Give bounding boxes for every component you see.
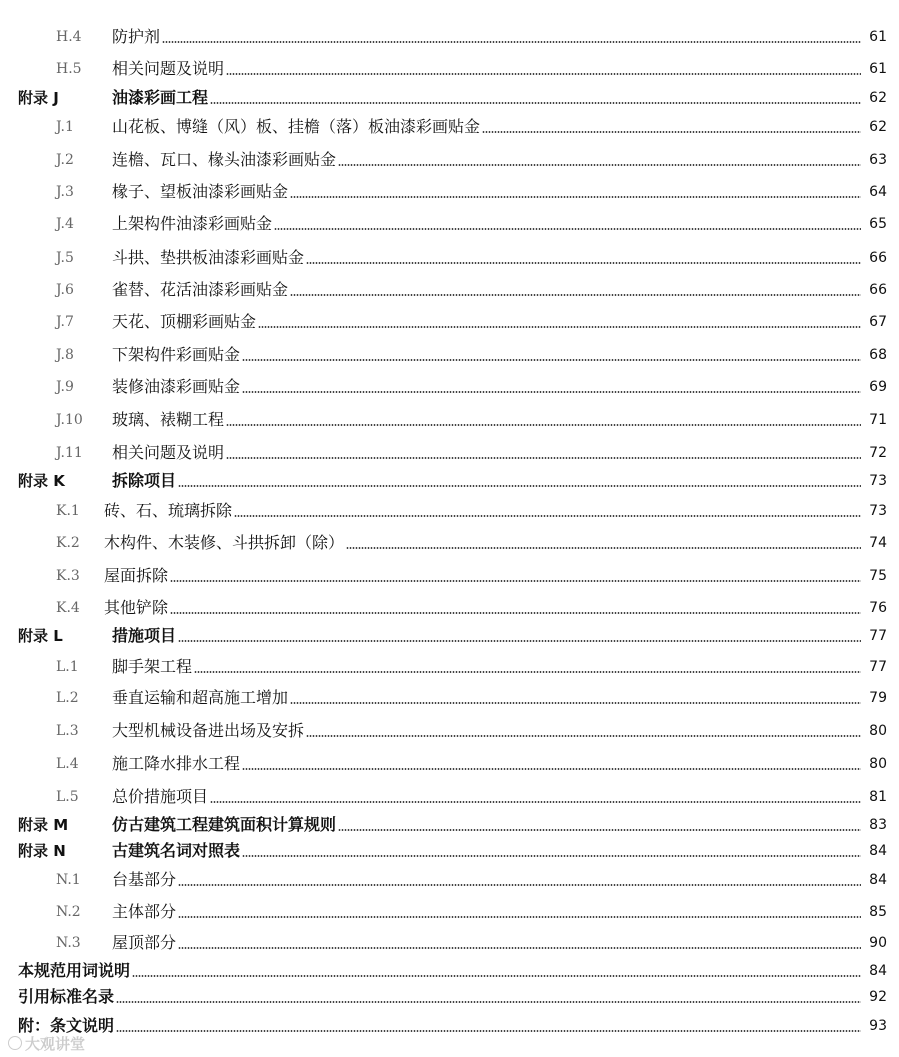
- entry-number: J.7: [56, 314, 74, 330]
- entry-title: 总价措施项目: [112, 787, 209, 806]
- page-number: 61: [869, 61, 887, 77]
- entry-title: 本规范用词说明: [18, 961, 131, 980]
- entry-title: 古建筑名词对照表: [112, 841, 241, 860]
- entry-number: 附录 J: [18, 89, 59, 107]
- entry-title: 防护剂: [112, 27, 161, 46]
- page-number: 79: [869, 690, 887, 706]
- entry-title: 主体部分: [112, 902, 177, 921]
- entry-number: L.4: [56, 756, 79, 772]
- entry-title: 拆除项目: [112, 471, 177, 490]
- toc-section-entry[interactable]: [0, 343, 899, 367]
- page-number: 61: [869, 29, 887, 45]
- page-number: 63: [869, 152, 887, 168]
- dot-leader: [290, 294, 861, 296]
- entry-title: 雀替、花活油漆彩画贴金: [112, 280, 289, 299]
- entry-title: 屋面拆除: [104, 566, 169, 585]
- dot-leader: [170, 580, 861, 582]
- entry-number: N.2: [56, 904, 81, 920]
- entry-title: 相关问题及说明: [112, 443, 225, 462]
- entry-title: 木构件、木装修、斗拱拆卸（除）: [104, 533, 345, 552]
- entry-title: 天花、顶棚彩画贴金: [112, 312, 257, 331]
- toc-section-entry[interactable]: [0, 408, 899, 432]
- watermark-logo-icon: [8, 1036, 22, 1050]
- dot-leader: [178, 916, 861, 918]
- toc-section-entry[interactable]: [0, 531, 899, 555]
- entry-title: 垂直运输和超高施工增加: [112, 688, 289, 707]
- toc-section-entry[interactable]: [0, 441, 899, 465]
- dot-leader: [242, 768, 861, 770]
- toc-section-entry[interactable]: [0, 246, 899, 270]
- page-number: 65: [869, 216, 887, 232]
- page-number: 92: [869, 989, 887, 1005]
- dot-leader: [242, 391, 861, 393]
- entry-number: J.10: [56, 412, 83, 428]
- page-number: 85: [869, 904, 887, 920]
- toc-end-entry[interactable]: [0, 1014, 899, 1038]
- entry-number: K.2: [56, 535, 80, 551]
- page-number: 93: [869, 1018, 887, 1034]
- dot-leader: [226, 457, 861, 459]
- dot-leader: [170, 612, 861, 614]
- entry-number: K.3: [56, 568, 80, 584]
- dot-leader: [242, 855, 861, 857]
- toc-section-entry[interactable]: [0, 57, 899, 81]
- toc-section-entry[interactable]: [0, 655, 899, 679]
- dot-leader: [226, 424, 861, 426]
- page-number: 83: [869, 817, 887, 833]
- entry-number: J.1: [56, 119, 74, 135]
- dot-leader: [178, 947, 861, 949]
- page-number: 77: [869, 628, 887, 644]
- toc-section-entry[interactable]: [0, 278, 899, 302]
- entry-number: L.1: [56, 659, 79, 675]
- dot-leader: [210, 102, 861, 104]
- entry-number: N.3: [56, 935, 81, 951]
- entry-number: H.4: [56, 29, 82, 45]
- entry-title: 下架构件彩画贴金: [112, 345, 241, 364]
- page-number: 84: [869, 963, 887, 979]
- toc-appendix-entry[interactable]: [0, 624, 899, 648]
- dot-leader: [226, 73, 861, 75]
- page-number: 77: [869, 659, 887, 675]
- toc-section-entry[interactable]: [0, 212, 899, 236]
- toc-section-entry[interactable]: [0, 180, 899, 204]
- entry-title: 措施项目: [112, 626, 177, 645]
- page-number: 80: [869, 723, 887, 739]
- page-number: 75: [869, 568, 887, 584]
- entry-number: K.1: [56, 503, 80, 519]
- entry-number: H.5: [56, 61, 82, 77]
- page-number: 73: [869, 473, 887, 489]
- entry-title: 大型机械设备进出场及安拆: [112, 721, 305, 740]
- page-number: 73: [869, 503, 887, 519]
- entry-title: 椽子、望板油漆彩画贴金: [112, 182, 289, 201]
- dot-leader: [178, 640, 861, 642]
- entry-title: 斗拱、垫拱板油漆彩画贴金: [112, 248, 305, 267]
- dot-leader: [482, 131, 861, 133]
- entry-number: N.1: [56, 872, 81, 888]
- dot-leader: [234, 515, 861, 517]
- entry-number: J.8: [56, 347, 74, 363]
- entry-title: 上架构件油漆彩画贴金: [112, 214, 273, 233]
- page-number: 71: [869, 412, 887, 428]
- entry-number: 附录 L: [18, 627, 63, 645]
- toc-section-entry[interactable]: [0, 719, 899, 743]
- dot-leader: [338, 164, 861, 166]
- toc-section-entry[interactable]: [0, 148, 899, 172]
- dot-leader: [178, 884, 861, 886]
- page-number: 68: [869, 347, 887, 363]
- entry-number: L.5: [56, 789, 79, 805]
- dot-leader: [242, 359, 861, 361]
- watermark-text: 大观讲堂: [25, 1034, 86, 1053]
- page-number: 74: [869, 535, 887, 551]
- page-number: 69: [869, 379, 887, 395]
- dot-leader: [116, 1001, 861, 1003]
- entry-title: 其他铲除: [104, 598, 169, 617]
- entry-number: J.3: [56, 184, 74, 200]
- dot-leader: [210, 801, 861, 803]
- entry-number: 附录 N: [18, 842, 66, 860]
- entry-number: J.11: [56, 445, 83, 461]
- toc-section-entry[interactable]: [0, 900, 899, 924]
- toc-section-entry[interactable]: [0, 115, 899, 139]
- dot-leader: [290, 702, 861, 704]
- toc-section-entry[interactable]: [0, 686, 899, 710]
- page-number: 76: [869, 600, 887, 616]
- dot-leader: [274, 228, 861, 230]
- entry-number: L.2: [56, 690, 79, 706]
- toc-section-entry[interactable]: [0, 499, 899, 523]
- toc-section-entry[interactable]: [0, 931, 899, 955]
- page-number: 80: [869, 756, 887, 772]
- entry-title: 砖、石、琉璃拆除: [104, 501, 233, 520]
- entry-number: K.4: [56, 600, 80, 616]
- page-number: 84: [869, 843, 887, 859]
- toc-section-entry[interactable]: [0, 752, 899, 776]
- dot-leader: [162, 41, 861, 43]
- entry-number: J.4: [56, 216, 74, 232]
- entry-number: J.6: [56, 282, 74, 298]
- entry-title: 脚手架工程: [112, 657, 193, 676]
- dot-leader: [290, 196, 861, 198]
- entry-title: 装修油漆彩画贴金: [112, 377, 241, 396]
- toc-appendix-entry[interactable]: [0, 469, 899, 493]
- page-number: 62: [869, 90, 887, 106]
- toc-appendix-entry[interactable]: [0, 86, 899, 110]
- toc-section-entry[interactable]: [0, 596, 899, 620]
- entry-number: J.2: [56, 152, 74, 168]
- page-number: 62: [869, 119, 887, 135]
- entry-title: 玻璃、裱糊工程: [112, 410, 225, 429]
- page-number: 66: [869, 282, 887, 298]
- toc-section-entry[interactable]: [0, 564, 899, 588]
- page-number: 72: [869, 445, 887, 461]
- watermark: [8, 1032, 85, 1054]
- dot-leader: [178, 485, 861, 487]
- entry-title: 引用标准名录: [18, 987, 115, 1006]
- toc-end-entry[interactable]: [0, 959, 899, 983]
- entry-title: 山花板、博缝（风）板、挂檐（落）板油漆彩画贴金: [112, 117, 481, 136]
- toc-section-entry[interactable]: [0, 785, 899, 809]
- dot-leader: [132, 975, 861, 977]
- dot-leader: [258, 326, 861, 328]
- toc-section-entry[interactable]: [0, 375, 899, 399]
- dot-leader: [116, 1030, 861, 1032]
- page-number: 84: [869, 872, 887, 888]
- entry-title: 仿古建筑工程建筑面积计算规则: [112, 815, 337, 834]
- entry-number: L.3: [56, 723, 79, 739]
- dot-leader: [306, 262, 861, 264]
- entry-title: 屋顶部分: [112, 933, 177, 952]
- entry-title: 台基部分: [112, 870, 177, 889]
- dot-leader: [194, 671, 861, 673]
- toc-appendix-entry[interactable]: [0, 839, 899, 863]
- toc-section-entry[interactable]: [0, 25, 899, 49]
- dot-leader: [306, 735, 861, 737]
- toc-section-entry[interactable]: [0, 868, 899, 892]
- page-number: 66: [869, 250, 887, 266]
- entry-number: 附录 K: [18, 472, 65, 490]
- dot-leader: [346, 547, 861, 549]
- entry-title: 相关问题及说明: [112, 59, 225, 78]
- toc-end-entry[interactable]: [0, 985, 899, 1009]
- toc-section-entry[interactable]: [0, 310, 899, 334]
- entry-number: J.9: [56, 379, 74, 395]
- dot-leader: [338, 829, 861, 831]
- entry-number: 附录 M: [18, 816, 69, 834]
- entry-title: 施工降水排水工程: [112, 754, 241, 773]
- page-number: 67: [869, 314, 887, 330]
- entry-title: 连檐、瓦口、椽头油漆彩画贴金: [112, 150, 337, 169]
- entry-title: 附：条文说明: [18, 1016, 115, 1035]
- page-number: 81: [869, 789, 887, 805]
- page-number: 90: [869, 935, 887, 951]
- entry-title: 油漆彩画工程: [112, 88, 209, 107]
- toc-appendix-entry[interactable]: [0, 813, 899, 837]
- page-number: 64: [869, 184, 887, 200]
- entry-number: J.5: [56, 250, 74, 266]
